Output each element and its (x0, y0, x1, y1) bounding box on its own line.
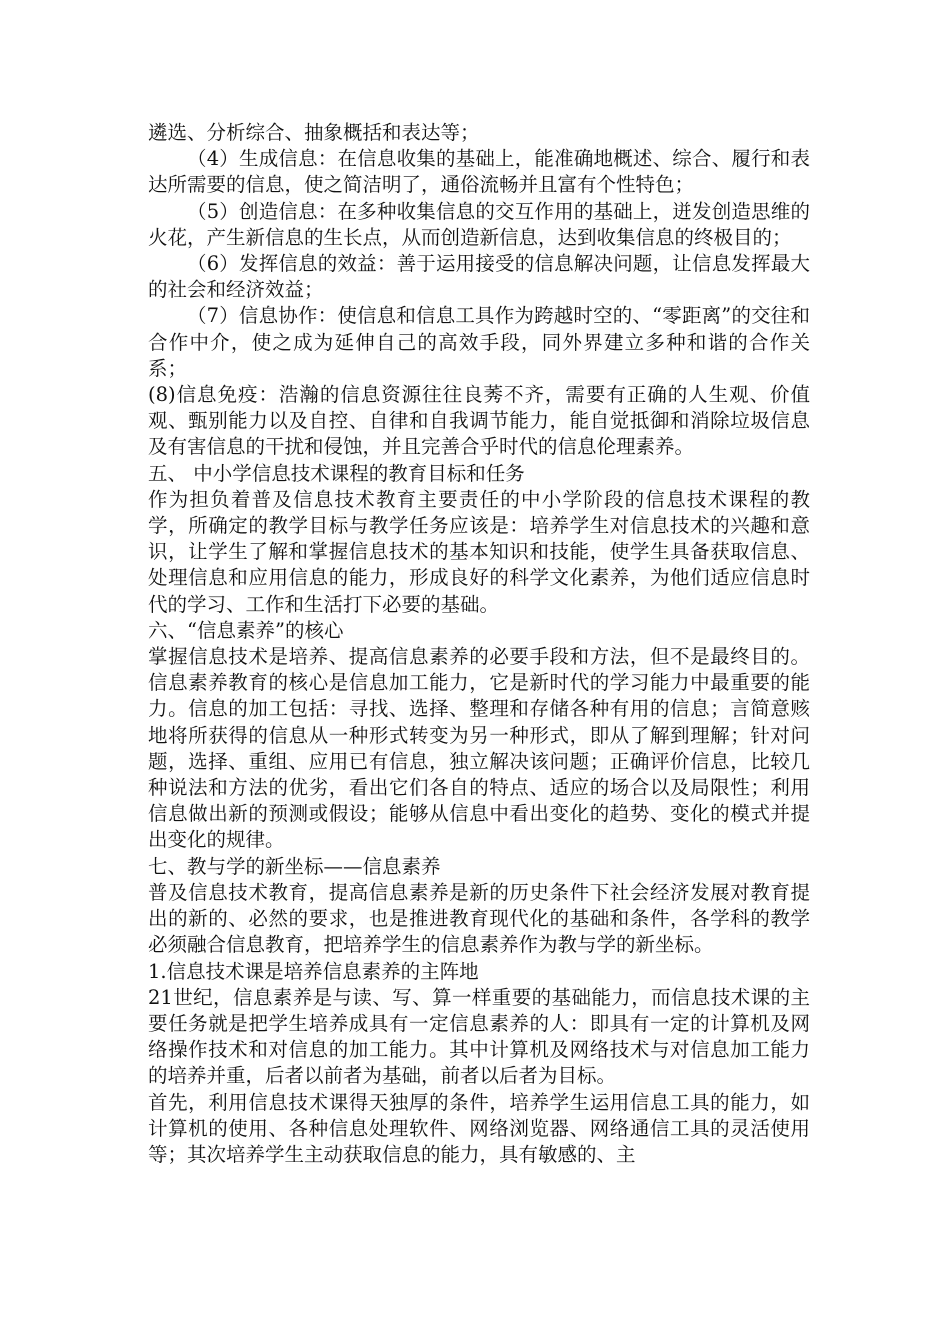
document-page (148, 120, 810, 1168)
paragraph-3: （5）创造信息：在多种收集信息的交互作用的基础上，迸发创造思维的火花，产生新信息的生长点，从而创造新信息，达到收集信息的终极目的； (148, 199, 810, 249)
paragraph-4: （6）发挥信息的效益：善于运用接受的信息解决问题，让信息发挥最大的社会和经济效益； (148, 252, 810, 302)
paragraph-11: 首先，利用信息技术课得天独厚的条件，培养学生运用信息工具的能力，如计算机的使用、各种信息处理软件、网络浏览器、网络通信工具的灵活使用等；其次培养学生主动获取信息的能力，具有敏感的、主 (148, 1090, 810, 1166)
section-heading-5: 五、 中小学信息技术课程的教育目标和任务 (148, 461, 525, 485)
section-heading-7: 七、教与学的新坐标——信息素养 (148, 854, 441, 878)
paragraph-2: （4）生成信息：在信息收集的基础上，能准确地概述、综合、履行和表达所需要的信息，使之简洁明了，通俗流畅并且富有个性特色； (148, 147, 810, 197)
paragraph-7: 作为担负着普及信息技术教育主要责任的中小学阶段的信息技术课程的教学，所确定的教学目标与教学任务应该是：培养学生对信息技术的兴趣和意识，让学生了解和掌握信息技术的基本知识和技能，使学生具备获取信息、处理信息和应用信息的能力，形成良好的科学文化素养，为他们适应信息时代的学习、工作和生活打下必要的基础。 (148, 487, 810, 616)
section-heading-6: 六、“信息素养”的核心 (148, 618, 344, 642)
paragraph-9: 普及信息技术教育，提高信息素养是新的历史条件下社会经济发展对教育提出的新的、必然的要求，也是推进教育现代化的基础和条件，各学科的教学必须融合信息教育，把培养学生的信息素养作为教与学的新坐标。 (148, 880, 810, 957)
subheading-1: 1.信息技术课是培养信息素养的主阵地 (148, 959, 479, 983)
paragraph-5: （7）信息协作：使信息和信息工具作为跨越时空的、“零距离”的交往和合作中介，使之成为延伸自己的高效手段，同外界建立多种和谐的合作关系； (148, 304, 810, 380)
paragraph-10: 21世纪，信息素养是与读、写、算一样重要的基础能力，而信息技术课的主要任务就是把学生培养成具有一定信息素养的人：即具有一定的计算机及网络操作技术和对信息的加工能力。其中计算机及网络技术与对信息加工能力的培养并重，后者以前者为基础，前者以后者为目标。 (148, 985, 810, 1088)
paragraph-1: 遴选、分析综合、抽象概括和表达等； (148, 121, 480, 144)
paragraph-6: (8)信息免疫：浩瀚的信息资源往往良莠不齐，需要有正确的人生观、价值观、甄别能力以及自控、自律和自我调节能力，能自觉抵御和消除垃圾信息及有害信息的干扰和侵蚀，并且完善合乎时代的信息伦理素养。 (148, 383, 810, 459)
paragraph-8: 掌握信息技术是培养、提高信息素养的必要手段和方法，但不是最终目的。信息素养教育的核心是信息加工能力，它是新时代的学习能力中最重要的能力。信息的加工包括：寻找、选择、整理和存储各种有用的信息；言简意赅地将所获得的信息从一种形式转变为另一种形式，即从了解到理解；针对问题，选择、重组、应用已有信息，独立解决该问题；正确评价信息，比较几种说法和方法的优劣，看出它们各自的特点、适应的场合以及局限性；利用信息做出新的预测或假设；能够从信息中看出变化的趋势、变化的模式并提出变化的规律。 (148, 645, 810, 852)
